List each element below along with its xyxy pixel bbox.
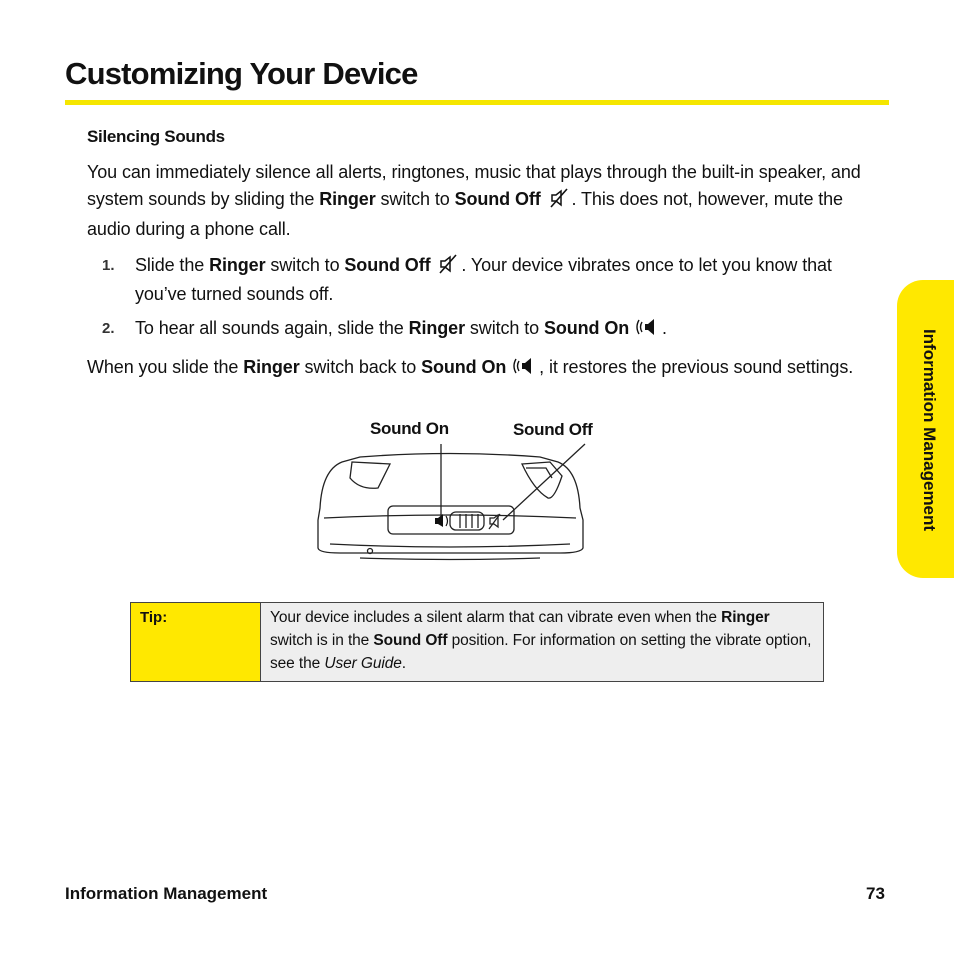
figure-label-sound-on: Sound On bbox=[370, 419, 449, 438]
ringer-term: Ringer bbox=[721, 609, 770, 626]
ringer-term: Ringer bbox=[408, 318, 465, 338]
sound-off-icon bbox=[548, 188, 570, 216]
sound-on-term: Sound On bbox=[543, 318, 630, 338]
sound-off-term: Sound Off bbox=[373, 632, 448, 649]
page-number: 73 bbox=[866, 884, 885, 903]
sound-on-term: Sound On bbox=[421, 357, 507, 377]
step-text-part: switch to bbox=[465, 318, 544, 338]
page-title: Customizing Your Device bbox=[65, 56, 418, 91]
tip-label: Tip: bbox=[131, 603, 261, 681]
closing-paragraph bbox=[87, 354, 877, 384]
step-text bbox=[135, 252, 865, 307]
closing-text: switch back to bbox=[299, 357, 422, 377]
user-guide-reference: User Guide bbox=[324, 655, 402, 672]
step-number: 2. bbox=[102, 320, 115, 337]
tip-box bbox=[130, 602, 824, 682]
intro-text: switch to bbox=[375, 189, 455, 209]
sound-off-term: Sound Off bbox=[344, 255, 431, 275]
sound-off-term: Sound Off bbox=[454, 189, 541, 209]
step-text-part: switch to bbox=[265, 255, 345, 275]
step-text-part: Slide the bbox=[135, 255, 210, 275]
sound-off-icon bbox=[437, 254, 459, 281]
step-number: 1. bbox=[102, 257, 115, 274]
step-text-part: . bbox=[662, 318, 667, 338]
sound-on-icon bbox=[636, 317, 660, 344]
sound-on-icon bbox=[513, 356, 537, 384]
device-speaker-on-icon bbox=[435, 514, 448, 527]
intro-paragraph bbox=[87, 159, 877, 243]
tip-text bbox=[261, 603, 823, 681]
step-text-part: . Your device vibrates once to let you know that you’ve turned sounds off. bbox=[135, 255, 832, 304]
tip-text-part: switch is in the bbox=[270, 632, 374, 649]
step-text bbox=[135, 315, 865, 344]
ringer-term: Ringer bbox=[319, 189, 376, 209]
title-underline bbox=[65, 100, 889, 105]
closing-text: When you slide the bbox=[87, 357, 244, 377]
closing-text: , it restores the previous sound settings. bbox=[539, 357, 854, 377]
step-text-part: To hear all sounds again, slide the bbox=[135, 318, 409, 338]
section-heading: Silencing Sounds bbox=[87, 127, 225, 146]
tip-text-part: Your device includes a silent alarm that can vibrate even when the bbox=[270, 609, 722, 626]
ringer-term: Ringer bbox=[243, 357, 300, 377]
footer-section-name: Information Management bbox=[65, 884, 268, 903]
figure-label-sound-off: Sound Off bbox=[513, 420, 593, 439]
side-tab-label: Information Management bbox=[920, 328, 939, 532]
intro-text: . This does not, however, mute the audio during a phone call. bbox=[87, 189, 843, 239]
tip-text-part: position. For information on setting the vibrate option, see the bbox=[270, 632, 812, 672]
device-ringer-illustration bbox=[300, 440, 600, 565]
ringer-term: Ringer bbox=[209, 255, 266, 275]
intro-text: You can immediately silence all alerts, ringtones, music that plays through the built-in speaker, and system sounds by sliding the bbox=[87, 162, 861, 209]
tip-text-part: . bbox=[401, 655, 406, 672]
